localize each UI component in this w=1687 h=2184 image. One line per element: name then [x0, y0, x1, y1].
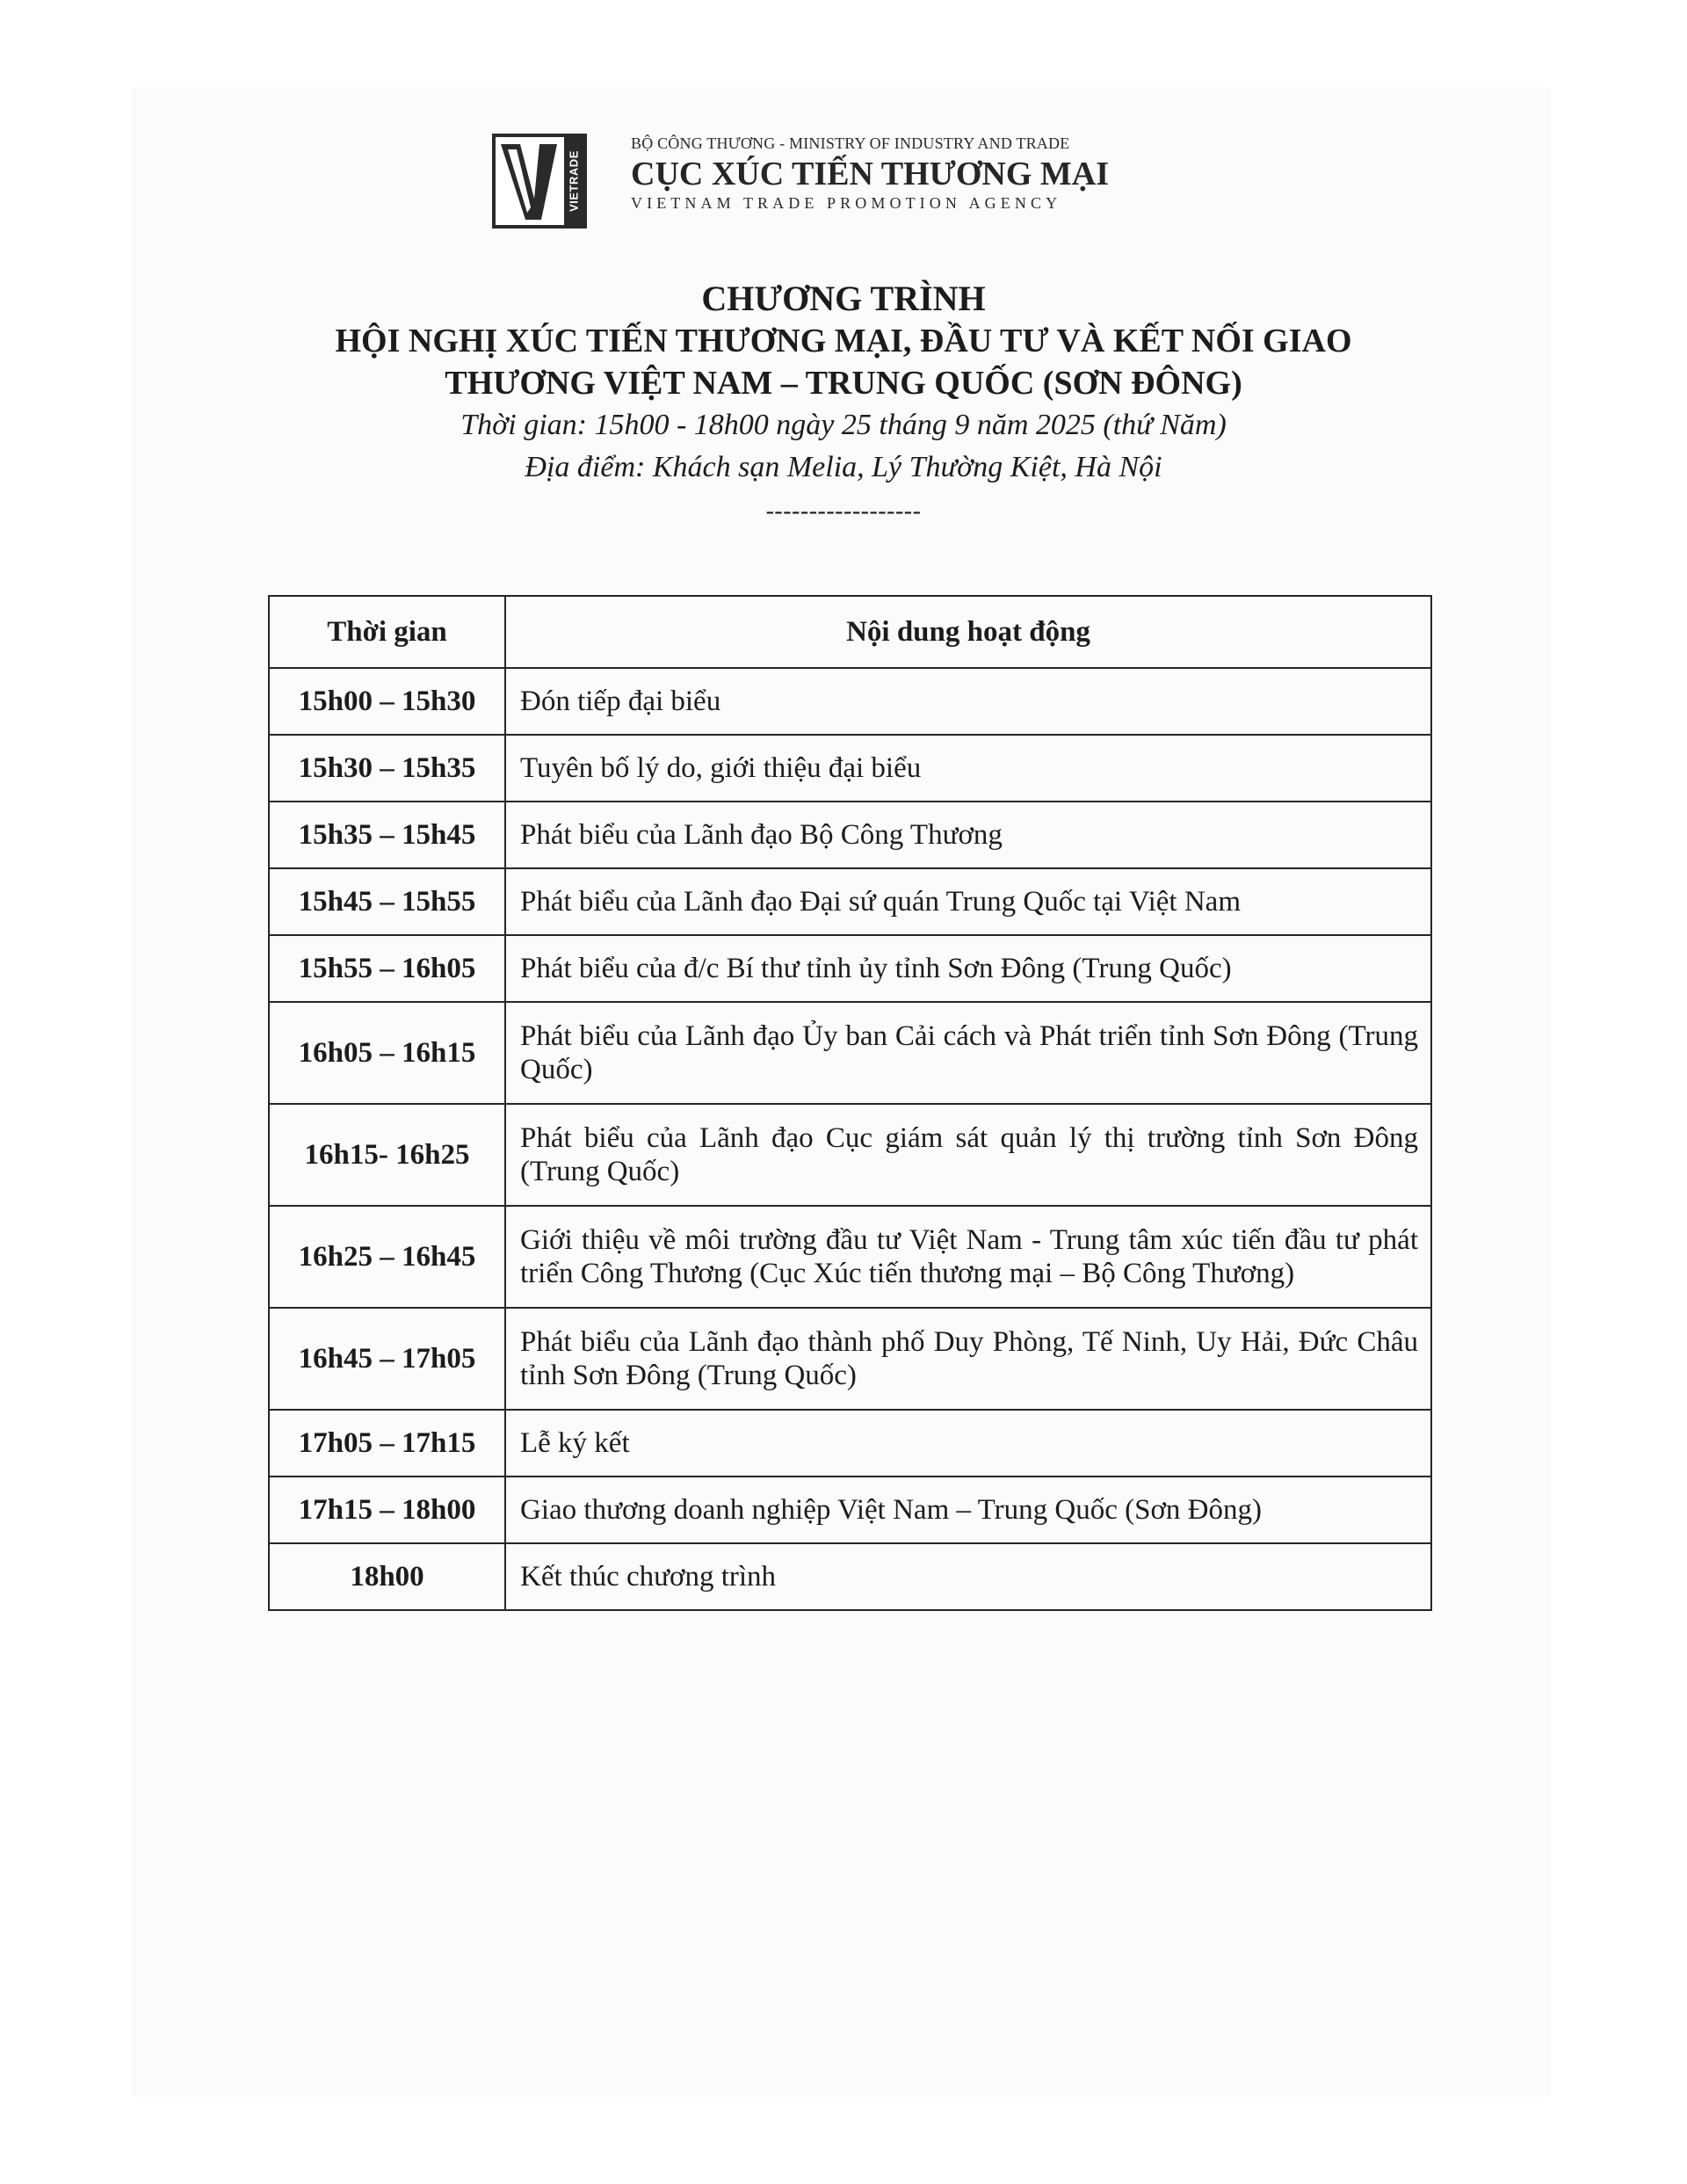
agency-name-en: VIETNAM TRADE PROMOTION AGENCY: [631, 194, 1062, 212]
table-row: [269, 1308, 1431, 1410]
table-row: [269, 1410, 1431, 1477]
table-row: [269, 802, 1431, 868]
title-divider: ------------------: [765, 497, 922, 525]
row-time: 18h00: [269, 1543, 505, 1610]
table-row: [269, 668, 1431, 735]
row-activity: Lễ ký kết: [505, 1410, 1431, 1477]
row-time: 15h45 – 15h55: [269, 868, 505, 935]
row-activity: Phát biểu của Lãnh đạo Đại sứ quán Trung Quốc tại Việt Nam: [505, 868, 1431, 935]
table-row: [269, 1543, 1431, 1610]
event-time: Thời gian: 15h00 - 18h00 ngày 25 tháng 9 năm 2025 (thứ Năm): [460, 409, 1227, 441]
row-activity: Phát biểu của Lãnh đạo thành phố Duy Phòng, Tế Ninh, Uy Hải, Đức Châu tỉnh Sơn Đông (Trung Quốc): [505, 1308, 1431, 1410]
table-row: [269, 735, 1431, 802]
row-time: 16h15- 16h25: [269, 1104, 505, 1206]
row-activity: Phát biểu của Lãnh đạo Cục giám sát quản lý thị trường tỉnh Sơn Đông (Trung Quốc): [505, 1104, 1431, 1206]
row-time: 15h35 – 15h45: [269, 802, 505, 868]
row-activity: Giao thương doanh nghiệp Việt Nam – Trung Quốc (Sơn Đông): [505, 1477, 1431, 1543]
row-activity: Phát biểu của đ/c Bí thư tỉnh ủy tỉnh Sơn Đông (Trung Quốc): [505, 935, 1431, 1002]
row-time: 16h25 – 16h45: [269, 1206, 505, 1308]
vietrade-logo: [492, 134, 587, 229]
row-activity: Phát biểu của Lãnh đạo Bộ Công Thương: [505, 802, 1431, 868]
logo-text: VIETRADE: [567, 150, 581, 212]
row-time: 16h05 – 16h15: [269, 1002, 505, 1104]
document-subtitle-line-2: THƯƠNG VIỆT NAM – TRUNG QUỐC (SƠN ĐÔNG): [445, 365, 1242, 402]
row-time: 15h55 – 16h05: [269, 935, 505, 1002]
table-row: [269, 935, 1431, 1002]
table-row: [269, 1002, 1431, 1104]
row-activity: Giới thiệu về môi trường đầu tư Việt Nam - Trung tâm xúc tiến đầu tư phát triển Công Thương (Cục Xúc tiến thương mại – Bộ Công Thương): [505, 1206, 1431, 1308]
ministry-line: BỘ CÔNG THƯƠNG - MINISTRY OF INDUSTRY AND TRADE: [631, 134, 1070, 152]
row-time: 15h30 – 15h35: [269, 735, 505, 802]
document-subtitle-line-1: HỘI NGHỊ XÚC TIẾN THƯƠNG MẠI, ĐẦU TƯ VÀ KẾT NỐI GIAO: [335, 323, 1352, 359]
agency-name-vi: CỤC XÚC TIẾN THƯƠNG MẠI: [631, 156, 1110, 192]
row-time: 16h45 – 17h05: [269, 1308, 505, 1410]
table-header-row: [269, 596, 1431, 668]
document-title: CHƯƠNG TRÌNH: [701, 279, 986, 318]
event-location: Địa điểm: Khách sạn Melia, Lý Thường Kiệt, Hà Nội: [525, 451, 1162, 483]
organization-header: [631, 134, 1140, 213]
table-row: [269, 1104, 1431, 1206]
row-activity: Đón tiếp đại biểu: [505, 668, 1431, 735]
row-activity: Tuyên bố lý do, giới thiệu đại biểu: [505, 735, 1431, 802]
title-block: [0, 278, 1687, 526]
row-activity: Kết thúc chương trình: [505, 1543, 1431, 1610]
header-time: Thời gian: [269, 596, 505, 668]
table-row: [269, 1206, 1431, 1308]
row-activity: Phát biểu của Lãnh đạo Ủy ban Cải cách và Phát triển tỉnh Sơn Đông (Trung Quốc): [505, 1002, 1431, 1104]
row-time: 15h00 – 15h30: [269, 668, 505, 735]
row-time: 17h15 – 18h00: [269, 1477, 505, 1543]
table-row: [269, 1477, 1431, 1543]
header-activity: Nội dung hoạt động: [505, 596, 1431, 668]
row-time: 17h05 – 17h15: [269, 1410, 505, 1477]
schedule-table: [268, 595, 1432, 1611]
logo-side-band: [564, 137, 583, 225]
table-row: [269, 868, 1431, 935]
